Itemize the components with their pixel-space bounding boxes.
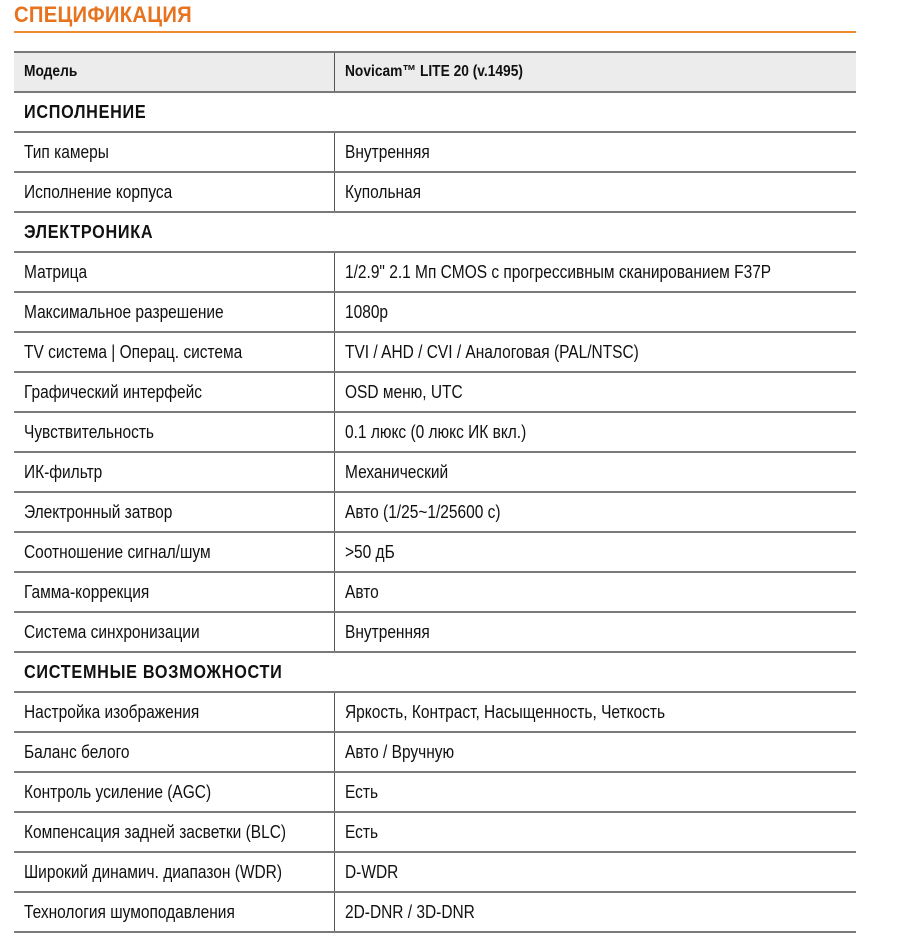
section-title: ИСПОЛНЕНИЕ <box>14 92 856 132</box>
spec-key: Настройка изображения <box>14 692 334 732</box>
spec-key: ИК-фильтр <box>14 452 334 492</box>
spec-value: Внутренняя <box>334 612 856 652</box>
spec-row <box>14 292 856 332</box>
spec-key: Тип камеры <box>14 132 334 172</box>
section-title: ЭЛЕКТРОНИКА <box>14 212 856 252</box>
spec-value: Авто (1/25~1/25600 с) <box>334 492 856 532</box>
spec-row <box>14 492 856 532</box>
spec-row <box>14 772 856 812</box>
spec-row <box>14 892 856 932</box>
table-header-row <box>14 52 856 92</box>
header-key: Модель <box>14 52 334 92</box>
spec-value: >50 дБ <box>334 532 856 572</box>
spec-value: Яркость, Контраст, Насыщенность, Четкость <box>334 692 856 732</box>
spec-row <box>14 732 856 772</box>
spec-key: Исполнение корпуса <box>14 172 334 212</box>
spec-key: Матрица <box>14 252 334 292</box>
spec-key: Максимальное разрешение <box>14 292 334 332</box>
spec-row <box>14 692 856 732</box>
spec-row <box>14 372 856 412</box>
spec-row <box>14 252 856 292</box>
page-title: СПЕЦИФИКАЦИЯ <box>14 2 192 27</box>
spec-key: Компенсация задней засветки (BLC) <box>14 812 334 852</box>
spec-key: Широкий динамич. диапазон (WDR) <box>14 852 334 892</box>
spec-row <box>14 572 856 612</box>
spec-row <box>14 332 856 372</box>
spec-value: 1/2.9" 2.1 Мп CMOS с прогрессивным сканированием F37P <box>334 252 856 292</box>
title-underline <box>14 31 856 33</box>
spec-row <box>14 852 856 892</box>
spec-key: TV система | Операц. система <box>14 332 334 372</box>
spec-key: Чувствительность <box>14 412 334 452</box>
spec-value: Есть <box>334 772 856 812</box>
spec-row <box>14 452 856 492</box>
spec-row <box>14 612 856 652</box>
spec-value: Есть <box>334 812 856 852</box>
spec-row <box>14 532 856 572</box>
spec-value: Механический <box>334 452 856 492</box>
spec-key: Технология шумоподавления <box>14 892 334 932</box>
section-header <box>14 652 856 692</box>
spec-value: Авто <box>334 572 856 612</box>
spec-value: Авто / Вручную <box>334 732 856 772</box>
spec-row <box>14 412 856 452</box>
spec-value: 0.1 люкс (0 люкс ИК вкл.) <box>334 412 856 452</box>
spec-key: Графический интерфейс <box>14 372 334 412</box>
spec-key: Соотношение сигнал/шум <box>14 532 334 572</box>
spec-table <box>14 51 856 933</box>
spec-value: OSD меню, UTC <box>334 372 856 412</box>
spec-key: Система синхронизации <box>14 612 334 652</box>
section-header <box>14 92 856 132</box>
spec-key: Баланс белого <box>14 732 334 772</box>
spec-key: Электронный затвор <box>14 492 334 532</box>
spec-value: 2D-DNR / 3D-DNR <box>334 892 856 932</box>
section-header <box>14 212 856 252</box>
header-value: Novicam™ LITE 20 (v.1495) <box>334 52 856 92</box>
spec-value: Внутренняя <box>334 132 856 172</box>
spec-key: Контроль усиление (AGC) <box>14 772 334 812</box>
spec-value: 1080p <box>334 292 856 332</box>
spec-value: D-WDR <box>334 852 856 892</box>
spec-value: Купольная <box>334 172 856 212</box>
spec-row <box>14 172 856 212</box>
spec-row <box>14 132 856 172</box>
spec-key: Гамма-коррекция <box>14 572 334 612</box>
spec-value: TVI / AHD / CVI / Аналоговая (PAL/NTSC) <box>334 332 856 372</box>
spec-row <box>14 812 856 852</box>
section-title: СИСТЕМНЫЕ ВОЗМОЖНОСТИ <box>14 652 856 692</box>
